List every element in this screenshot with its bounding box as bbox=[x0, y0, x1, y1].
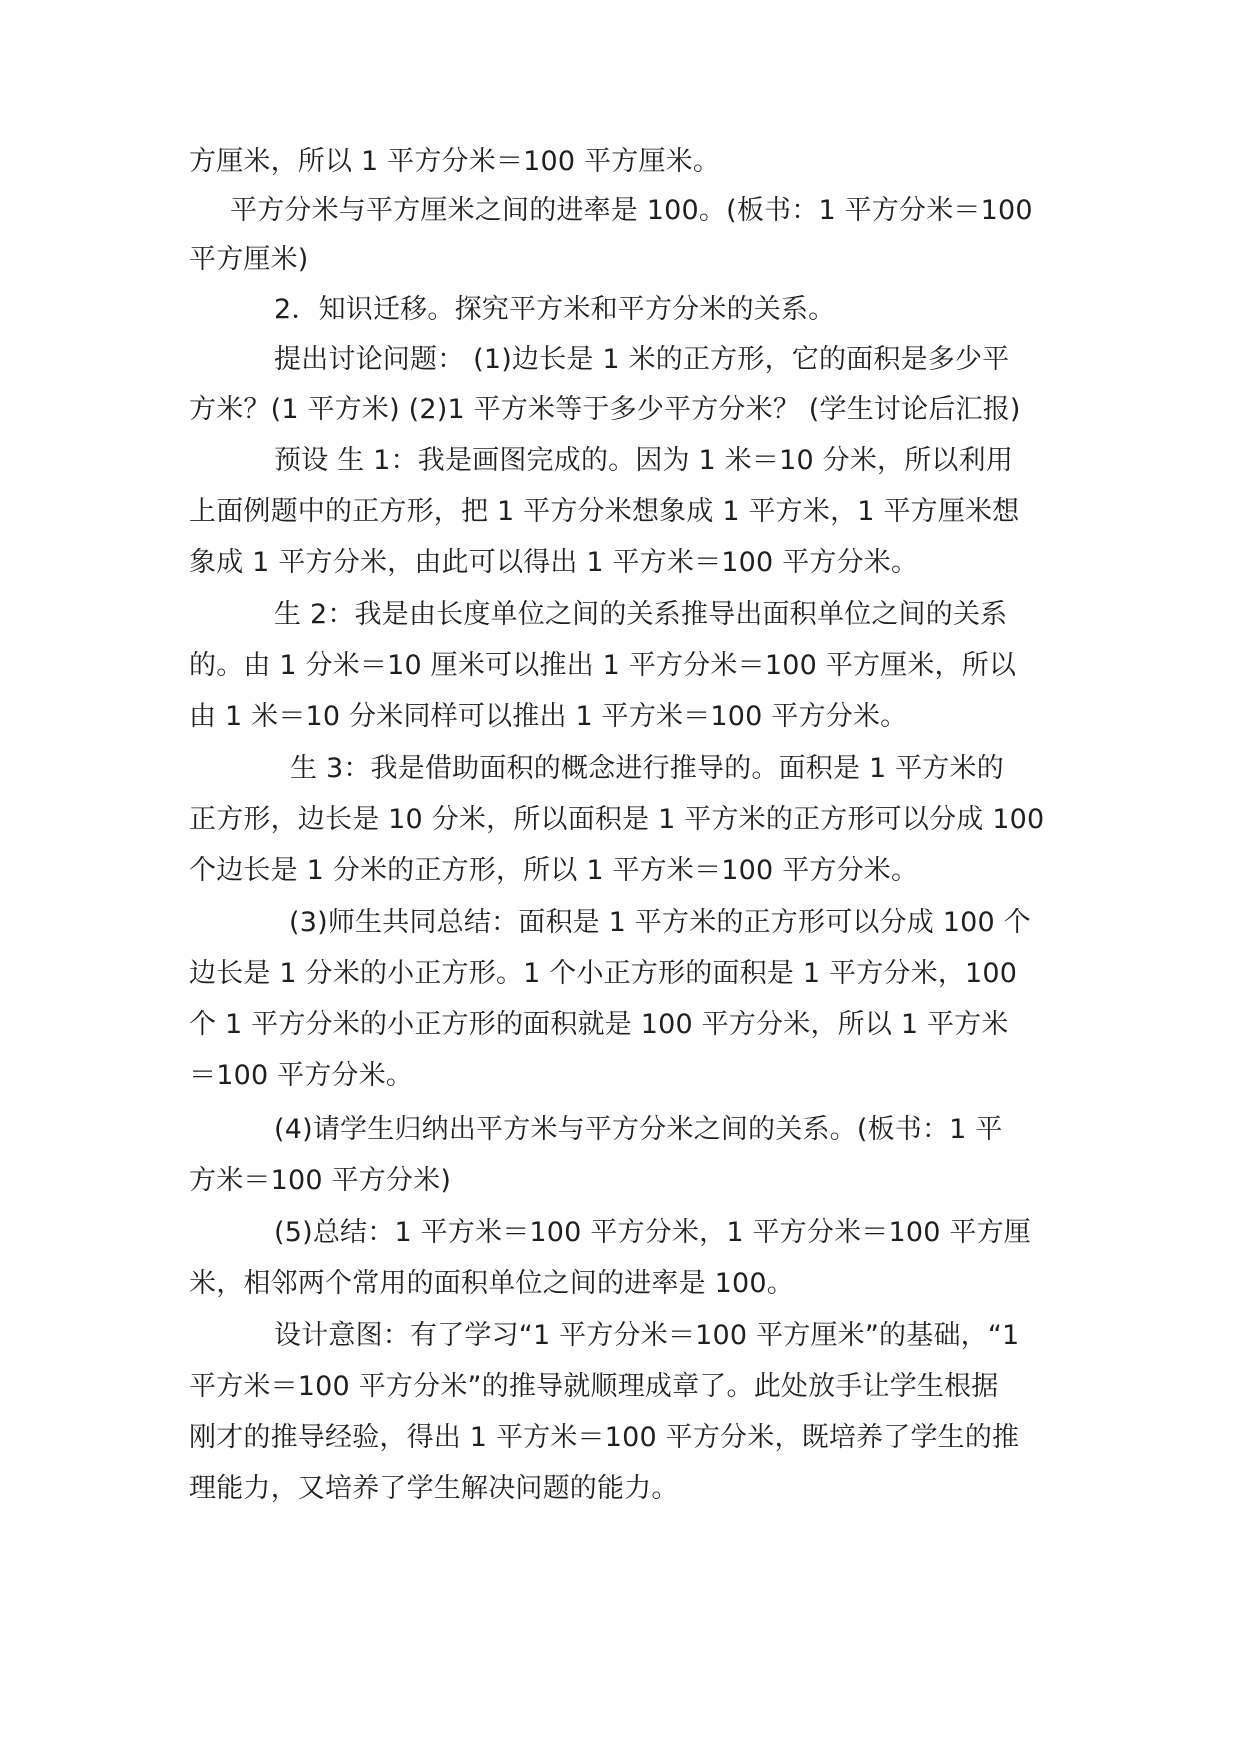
text-line: 生 3：我是借助面积的概念进行推导的。面积是 1 平方米的 bbox=[290, 753, 1004, 784]
text-line: 方米？(1 平方米) (2)1 平方米等于多少平方分米？ (学生讨论后汇报) bbox=[189, 394, 1021, 425]
text-line: 理能力，又培养了学生解决问题的能力。 bbox=[189, 1473, 679, 1504]
text-line: 个边长是 1 分米的正方形，所以 1 平方米＝100 平方分米。 bbox=[189, 855, 919, 886]
text-line: 设计意图：有了学习“1 平方分米＝100 平方厘米”的基础，“1 bbox=[274, 1320, 1020, 1351]
text-line: 正方形，边长是 10 分米，所以面积是 1 平方米的正方形可以分成 100 bbox=[189, 804, 1045, 835]
text-line: 平方厘米) bbox=[189, 244, 309, 275]
text-line: 刚才的推导经验，得出 1 平方米＝100 平方分米，既培养了学生的推 bbox=[189, 1422, 1020, 1453]
text-line: 由 1 米＝10 分米同样可以推出 1 平方米＝100 平方分米。 bbox=[189, 701, 908, 732]
text-line: (5)总结：1 平方米＝100 平方分米，1 平方分米＝100 平方厘 bbox=[274, 1217, 1032, 1248]
text-line: 方米＝100 平方分米) bbox=[189, 1165, 452, 1196]
text-line: 个 1 平方分米的小正方形的面积就是 100 平方分米，所以 1 平方米 bbox=[189, 1009, 1009, 1040]
text-line: (4)请学生归纳出平方米与平方分米之间的关系。(板书：1 平 bbox=[274, 1114, 1003, 1145]
text-line: 提出讨论问题： (1)边长是 1 米的正方形，它的面积是多少平 bbox=[274, 344, 1010, 375]
text-line: 的。由 1 分米＝10 厘米可以推出 1 平方分米＝100 平方厘米，所以 bbox=[189, 650, 1017, 681]
text-line: 米，相邻两个常用的面积单位之间的进率是 100。 bbox=[189, 1268, 794, 1299]
text-line: 方厘米，所以 1 平方分米＝100 平方厘米。 bbox=[189, 146, 721, 177]
text-line: (3)师生共同总结：面积是 1 平方米的正方形可以分成 100 个 bbox=[289, 907, 1031, 938]
text-line: 平方米＝100 平方分米”的推导就顺理成章了。此处放手让学生根据 bbox=[189, 1371, 999, 1402]
text-line: 预设 生 1：我是画图完成的。因为 1 米＝10 分米，所以利用 bbox=[274, 445, 1014, 476]
text-line: 2．知识迁移。探究平方米和平方分米的关系。 bbox=[274, 294, 836, 325]
text-line: 象成 1 平方分米，由此可以得出 1 平方米＝100 平方分米。 bbox=[189, 547, 919, 578]
text-line: 边长是 1 分米的小正方形。1 个小正方形的面积是 1 平方分米，100 bbox=[189, 958, 1018, 989]
text-line: 生 2：我是由长度单位之间的关系推导出面积单位之间的关系 bbox=[274, 599, 1008, 630]
text-line: ＝100 平方分米。 bbox=[189, 1060, 414, 1091]
text-line: 平方分米与平方厘米之间的进率是 100。(板书：1 平方分米＝100 bbox=[230, 195, 1033, 226]
text-line: 上面例题中的正方形，把 1 平方分米想象成 1 平方米，1 平方厘米想 bbox=[189, 496, 1020, 527]
